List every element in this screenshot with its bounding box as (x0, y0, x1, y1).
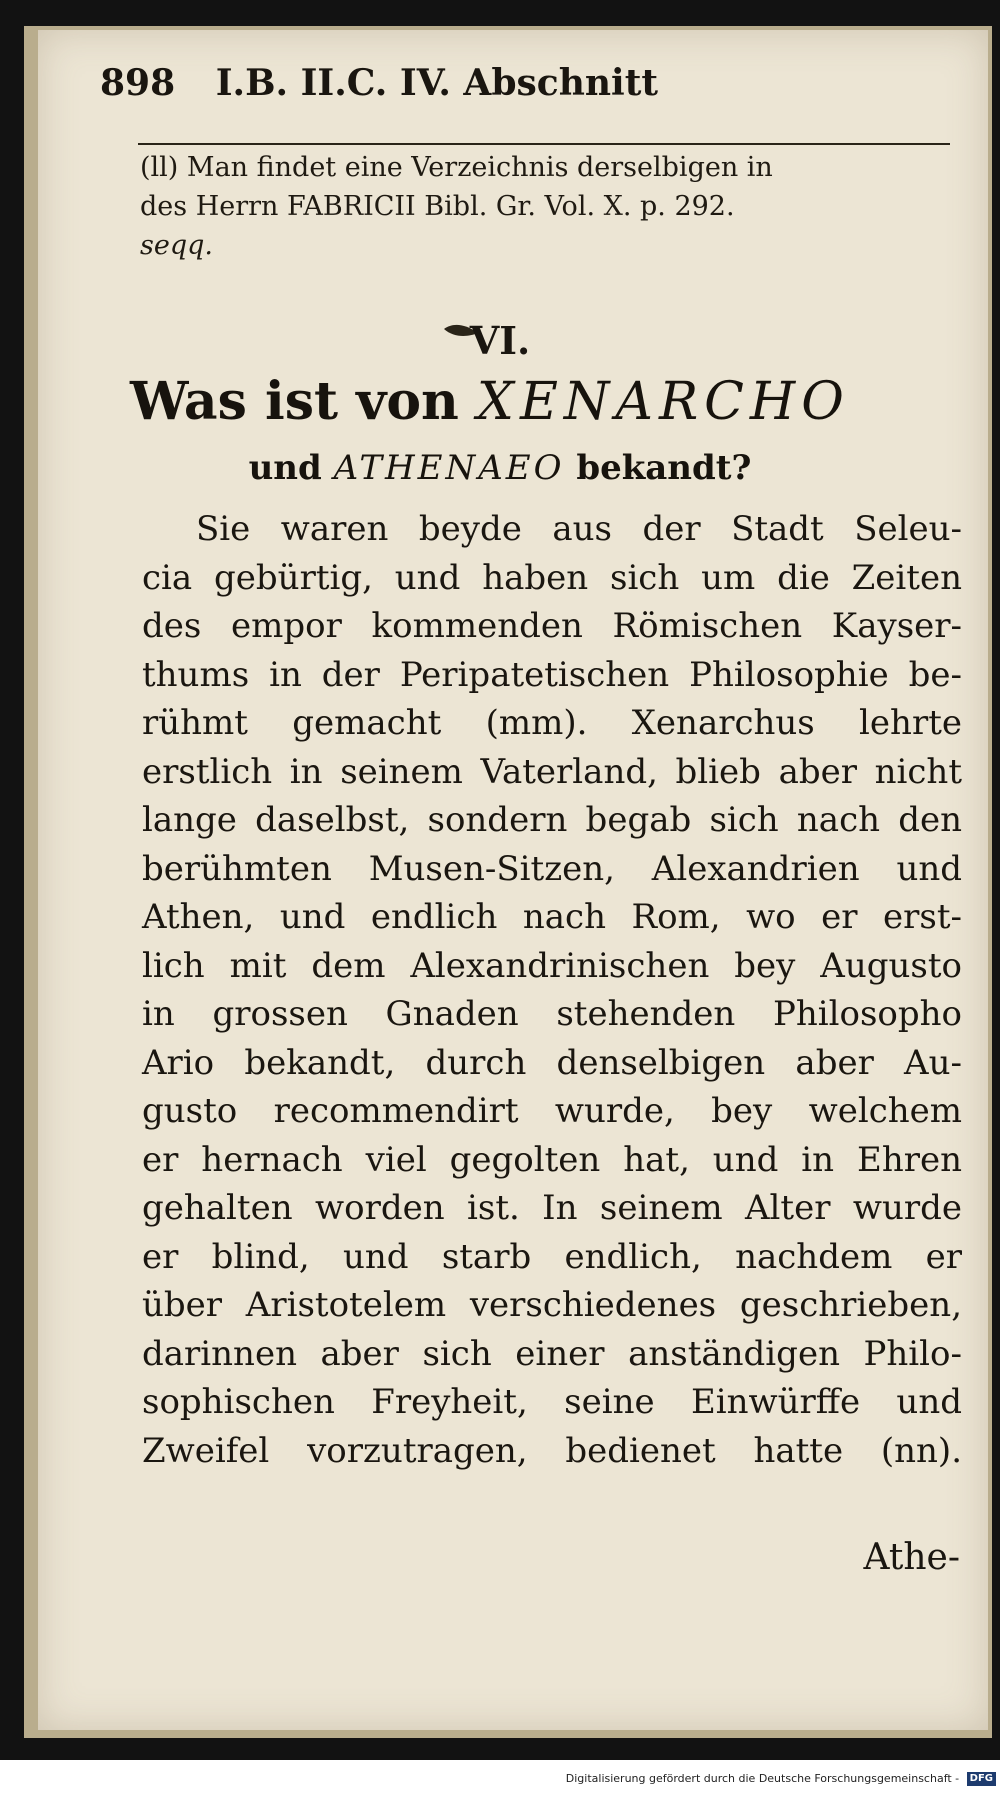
body-line: thums in der Peripatetischen Philosophie be- (142, 654, 962, 695)
section-subheading (0, 448, 1000, 488)
body-text (142, 505, 962, 1475)
page-number: 898 (100, 62, 176, 104)
body-line: er hernach viel gegolten hat, und in Ehren (142, 1139, 962, 1180)
heading-prefix: Was ist von (130, 371, 459, 432)
body-line: gehalten worden ist. In seinem Alter wurde (142, 1188, 962, 1228)
body-line: rühmt gemacht (mm). Xenarchus lehrte (142, 703, 962, 743)
body-line: über Aristotelem verschiedenes geschrieben, (142, 1285, 962, 1325)
body-line: cia gebürtig, und haben sich um die Zeiten (142, 557, 962, 598)
body-line: berühmten Musen-Sitzen, Alexandrien und (142, 848, 962, 889)
digitization-credit (560, 1772, 996, 1786)
footnote-line: seqq. (140, 230, 213, 261)
body-line: er blind, und starb endlich, nachdem er (142, 1236, 962, 1277)
section-heading (130, 370, 970, 434)
body-line: in grossen Gnaden stehenden Philosopho (142, 994, 962, 1034)
body-line: Athen, und endlich nach Rom, wo er erst- (142, 897, 962, 937)
credit-text: Digitalisierung gefördert durch die Deutsche Forschungsgemeinschaft - (565, 1772, 960, 1785)
footnote-line: des Herrn FABRICII Bibl. Gr. Vol. X. p. 292. (140, 191, 735, 222)
body-line: gusto recommendirt wurde, bey welchem (142, 1091, 962, 1131)
body-line: erstlich in seinem Vaterland, blieb aber nicht (142, 751, 962, 792)
heading-name: XENARCHO (476, 372, 850, 432)
body-line: Ario bekandt, durch denselbigen aber Au- (142, 1042, 962, 1083)
body-line: Zweifel vorzutragen, bedienet hatte (nn). (142, 1430, 962, 1471)
body-line: darinnen aber sich einer anständigen Philo- (142, 1333, 962, 1374)
subheading-prefix: und (248, 448, 322, 488)
body-line: des empor kommenden Römischen Kayser- (142, 606, 962, 646)
footnote-line: (ll) Man findet eine Verzeichnis derselbigen in (140, 152, 773, 183)
running-title: I.B. II.C. IV. Abschnitt (215, 62, 658, 104)
body-line: Sie waren beyde aus der Stadt Seleu- (196, 509, 962, 549)
body-line: sophischen Freyheit, seine Einwürffe und (142, 1382, 962, 1422)
subheading-suffix: bekandt? (576, 448, 752, 488)
footnote (140, 148, 960, 265)
body-line: lange daselbst, sondern begab sich nach den (142, 800, 962, 840)
header-rule (138, 143, 950, 145)
body-line: lich mit dem Alexandrinischen bey Augusto (142, 945, 962, 986)
dfg-logo: DFG (967, 1772, 996, 1786)
running-header (100, 62, 960, 104)
subheading-name: ATHENAEO (333, 448, 565, 488)
catchword: Athe- (863, 1537, 960, 1578)
section-number: VI. (469, 318, 531, 363)
